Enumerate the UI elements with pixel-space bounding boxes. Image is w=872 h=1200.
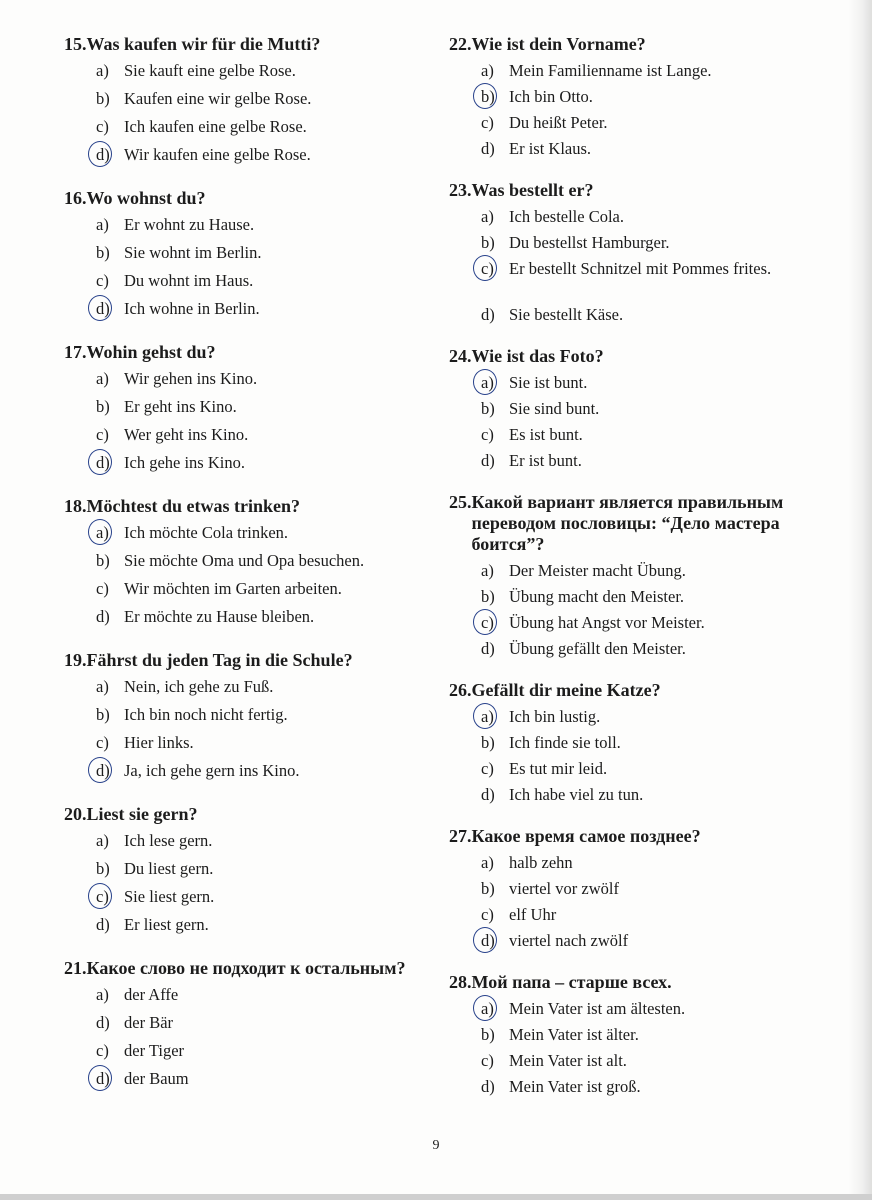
question-26 (449, 680, 819, 811)
answer-option[interactable] (64, 705, 424, 733)
option-text: Ich kaufen eine gelbe Rose. (124, 117, 307, 136)
question-title (64, 496, 424, 517)
option-text: Ich bin Otto. (509, 87, 593, 106)
pen-circle-mark (88, 141, 112, 167)
option-letter: d) (481, 639, 495, 658)
option-letter: d) (96, 915, 110, 934)
option-text: Ich möchte Cola trinken. (124, 523, 289, 542)
option-letter: a) (96, 369, 109, 388)
answer-option[interactable] (64, 299, 424, 327)
pen-circle-mark (88, 449, 112, 475)
question-21 (64, 958, 424, 1097)
answer-option[interactable] (64, 607, 424, 635)
option-letter: c) (96, 579, 109, 598)
question-16 (64, 188, 424, 327)
option-text: Mein Vater ist alt. (509, 1051, 627, 1070)
question-number: 23. (449, 180, 472, 200)
option-text: Hier links. (124, 733, 194, 752)
option-text: Du wohnt im Haus. (124, 271, 254, 290)
option-text: Sie bestellt Käse. (509, 305, 624, 324)
question-title (64, 34, 424, 55)
question-number: 20. (64, 804, 87, 824)
question-text: Какой вариант является правильным переводом пословицы: “Дело мастера боится”? (471, 492, 784, 554)
answer-option[interactable] (449, 785, 819, 811)
option-letter: c) (96, 887, 109, 906)
option-text: Mein Vater ist groß. (509, 1077, 641, 1096)
question-text: Wie ist dein Vorname? (471, 34, 646, 54)
option-text: Mein Vater ist am ältesten. (509, 999, 686, 1018)
answer-option[interactable] (449, 399, 819, 425)
question-text: Какое время самое позднее? (471, 826, 701, 846)
option-text: Ich lese gern. (124, 831, 213, 850)
question-number: 24. (449, 346, 472, 366)
answer-option[interactable] (64, 1013, 424, 1041)
option-letter: a) (481, 999, 494, 1018)
option-letter: b) (481, 733, 495, 752)
option-letter: c) (96, 1041, 109, 1060)
answer-option[interactable] (64, 1041, 424, 1069)
answer-option[interactable] (449, 87, 819, 113)
option-text: Übung macht den Meister. (509, 587, 685, 606)
option-letter: d) (481, 451, 495, 470)
option-text: Der Meister macht Übung. (509, 561, 686, 580)
left-column (64, 34, 424, 1112)
question-20 (64, 804, 424, 943)
answer-option[interactable] (449, 451, 819, 477)
option-text: Er bestellt Schnitzel mit Pommes frites. (509, 259, 772, 278)
question-number: 18. (64, 496, 87, 516)
answer-option[interactable] (64, 425, 424, 453)
option-text: viertel nach zwölf (509, 931, 629, 950)
answer-option[interactable] (449, 233, 819, 259)
option-text: Übung gefällt den Meister. (509, 639, 686, 658)
option-text: der Bär (124, 1013, 174, 1032)
option-letter: d) (481, 1077, 495, 1096)
option-letter: a) (96, 677, 109, 696)
answer-option[interactable] (64, 369, 424, 397)
answer-option[interactable] (64, 761, 424, 789)
question-text: Liest sie gern? (86, 804, 198, 824)
answer-option[interactable] (449, 999, 819, 1025)
answer-option[interactable] (64, 397, 424, 425)
answer-option[interactable] (449, 853, 819, 879)
question-text: Was bestellt er? (471, 180, 594, 200)
answer-option[interactable] (449, 1077, 819, 1103)
question-19 (64, 650, 424, 789)
option-text: Sie kauft eine gelbe Rose. (124, 61, 296, 80)
answer-option[interactable] (64, 243, 424, 271)
page-edge-shadow (848, 0, 872, 1200)
question-text: Möchtest du etwas trinken? (86, 496, 300, 516)
option-letter: a) (481, 561, 494, 580)
question-title (449, 680, 819, 701)
question-text: Wie ist das Foto? (471, 346, 604, 366)
option-text: Er liest gern. (124, 915, 209, 934)
question-title (449, 34, 819, 55)
option-text: Es ist bunt. (509, 425, 583, 444)
question-17 (64, 342, 424, 481)
answer-option[interactable] (449, 561, 819, 587)
option-letter: b) (481, 879, 495, 898)
option-text: der Baum (124, 1069, 189, 1088)
pen-circle-mark (88, 519, 112, 545)
option-text: Ich bin noch nicht fertig. (124, 705, 288, 724)
answer-option[interactable] (64, 145, 424, 173)
option-text: Es tut mir leid. (509, 759, 608, 778)
option-letter: c) (96, 733, 109, 752)
answer-option[interactable] (64, 887, 424, 915)
pen-circle-mark (88, 883, 112, 909)
page-number: 9 (432, 1138, 440, 1153)
option-letter: b) (481, 587, 495, 606)
option-text: Er ist Klaus. (509, 139, 592, 158)
pen-circle-mark (473, 703, 497, 729)
answer-option[interactable] (64, 1069, 424, 1097)
pen-circle-mark (473, 609, 497, 635)
option-text: Du liest gern. (124, 859, 214, 878)
question-title (64, 958, 424, 979)
question-title (64, 804, 424, 825)
option-text: Wir kaufen eine gelbe Rose. (124, 145, 311, 164)
option-text: Ich bin lustig. (509, 707, 601, 726)
answer-option[interactable] (64, 271, 424, 299)
question-title (449, 826, 819, 847)
pen-circle-mark (88, 295, 112, 321)
option-text: elf Uhr (509, 905, 557, 924)
question-number: 16. (64, 188, 87, 208)
option-text: Sie ist bunt. (509, 373, 588, 392)
option-letter: a) (96, 523, 109, 542)
answer-option[interactable] (449, 113, 819, 139)
option-letter: b) (96, 859, 110, 878)
option-letter: b) (481, 1025, 495, 1044)
option-text: der Tiger (124, 1041, 185, 1060)
pen-circle-mark (473, 927, 497, 953)
question-title (64, 342, 424, 363)
answer-option[interactable] (64, 915, 424, 943)
option-letter: d) (96, 453, 110, 472)
question-text: Wohin gehst du? (86, 342, 216, 362)
option-letter: b) (481, 87, 495, 106)
option-letter: a) (96, 61, 109, 80)
option-letter: d) (96, 1069, 110, 1088)
question-15 (64, 34, 424, 173)
option-letter: b) (96, 243, 110, 262)
answer-option[interactable] (449, 587, 819, 613)
option-letter: a) (96, 985, 109, 1004)
option-letter: a) (481, 707, 494, 726)
answer-option[interactable] (449, 613, 819, 639)
option-letter: c) (481, 1051, 494, 1070)
option-letter: c) (481, 113, 494, 132)
question-24 (449, 346, 819, 477)
option-letter: a) (481, 61, 494, 80)
answer-option[interactable] (449, 139, 819, 165)
option-letter: d) (96, 299, 110, 318)
question-title (64, 188, 424, 209)
answer-option[interactable] (449, 905, 819, 931)
answer-option[interactable] (64, 89, 424, 117)
answer-option[interactable] (64, 551, 424, 579)
option-text: Du bestellst Hamburger. (509, 233, 670, 252)
question-28 (449, 972, 819, 1103)
answer-option[interactable] (449, 1051, 819, 1077)
option-text: Sie möchte Oma und Opa besuchen. (124, 551, 365, 570)
answer-option[interactable] (449, 707, 819, 733)
option-text: Sie liest gern. (124, 887, 215, 906)
option-letter: b) (96, 397, 110, 416)
answer-option[interactable] (64, 117, 424, 145)
option-letter: d) (481, 931, 495, 950)
question-number: 22. (449, 34, 472, 54)
option-text: halb zehn (509, 853, 573, 872)
answer-option[interactable] (64, 985, 424, 1013)
answer-option[interactable] (64, 831, 424, 859)
option-letter: a) (96, 215, 109, 234)
question-number: 26. (449, 680, 472, 700)
question-text: Fährst du jeden Tag in die Schule? (86, 650, 353, 670)
question-title (449, 180, 819, 201)
option-letter: d) (96, 607, 110, 626)
pen-circle-mark (473, 83, 497, 109)
option-text: Er möchte zu Hause bleiben. (124, 607, 315, 626)
answer-option[interactable] (449, 425, 819, 451)
pen-circle-mark (88, 757, 112, 783)
question-title (64, 650, 424, 671)
option-text: Du heißt Peter. (509, 113, 608, 132)
option-letter: d) (481, 305, 495, 324)
answer-option[interactable] (449, 305, 819, 331)
question-18 (64, 496, 424, 635)
option-text: Wer geht ins Kino. (124, 425, 249, 444)
option-letter: d) (481, 785, 495, 804)
option-text: Ja, ich gehe gern ins Kino. (124, 761, 300, 780)
option-letter: a) (481, 207, 494, 226)
question-25 (449, 492, 819, 665)
option-letter: c) (96, 117, 109, 136)
option-letter: c) (96, 271, 109, 290)
question-number: 15. (64, 34, 87, 54)
question-number: 17. (64, 342, 87, 362)
option-text: viertel vor zwölf (509, 879, 619, 898)
option-text: Kaufen eine wir gelbe Rose. (124, 89, 312, 108)
pen-circle-mark (88, 1065, 112, 1091)
option-letter: d) (96, 1013, 110, 1032)
option-text: Mein Vater ist älter. (509, 1025, 639, 1044)
option-letter: c) (481, 259, 494, 278)
option-letter: b) (481, 233, 495, 252)
option-text: Mein Familienname ist Lange. (509, 61, 712, 80)
question-title (449, 346, 819, 367)
page-bottom-edge (0, 1194, 872, 1200)
pen-circle-mark (473, 369, 497, 395)
option-text: Er ist bunt. (509, 451, 582, 470)
option-text: Er geht ins Kino. (124, 397, 237, 416)
answer-option[interactable] (449, 733, 819, 759)
option-text: Übung hat Angst vor Meister. (509, 613, 705, 632)
option-letter: c) (481, 613, 494, 632)
answer-option[interactable] (449, 879, 819, 905)
option-text: Ich gehe ins Kino. (124, 453, 245, 472)
answer-option[interactable] (449, 373, 819, 399)
answer-option[interactable] (64, 215, 424, 243)
question-number: 21. (64, 958, 87, 978)
question-title (449, 972, 819, 993)
question-number: 19. (64, 650, 87, 670)
option-text: Sie sind bunt. (509, 399, 600, 418)
question-22 (449, 34, 819, 165)
question-text: Wo wohnst du? (86, 188, 206, 208)
option-letter: d) (96, 761, 110, 780)
option-letter: c) (481, 759, 494, 778)
option-text: Sie wohnt im Berlin. (124, 243, 262, 262)
option-letter: b) (96, 705, 110, 724)
option-letter: c) (481, 425, 494, 444)
option-letter: c) (96, 425, 109, 444)
answer-option[interactable] (64, 677, 424, 705)
option-text: Er wohnt zu Hause. (124, 215, 255, 234)
answer-option[interactable] (64, 61, 424, 89)
option-letter: b) (96, 89, 110, 108)
question-text: Gefällt dir meine Katze? (471, 680, 661, 700)
answer-option[interactable] (449, 759, 819, 785)
answer-option[interactable] (449, 259, 819, 305)
option-letter: a) (481, 853, 494, 872)
question-number: 25. (449, 492, 472, 512)
question-23 (449, 180, 819, 331)
option-text: Wir möchten im Garten arbeiten. (124, 579, 342, 598)
question-text: Мой папа – старше всех. (471, 972, 672, 992)
question-text: Was kaufen wir für die Mutti? (86, 34, 321, 54)
answer-option[interactable] (449, 1025, 819, 1051)
answer-option[interactable] (449, 207, 819, 233)
question-number: 27. (449, 826, 472, 846)
answer-option[interactable] (64, 579, 424, 607)
option-text: Ich habe viel zu tun. (509, 785, 644, 804)
option-text: der Affe (124, 985, 179, 1004)
option-letter: a) (481, 373, 494, 392)
question-text: Какое слово не подходит к остальным? (86, 958, 406, 978)
answer-option[interactable] (64, 523, 424, 551)
answer-option[interactable] (449, 61, 819, 87)
option-text: Ich wohne in Berlin. (124, 299, 260, 318)
option-text: Wir gehen ins Kino. (124, 369, 258, 388)
answer-option[interactable] (449, 931, 819, 957)
option-text: Ich bestelle Cola. (509, 207, 625, 226)
option-letter: b) (96, 551, 110, 570)
option-letter: d) (96, 145, 110, 164)
question-title (449, 492, 819, 555)
answer-option[interactable] (64, 453, 424, 481)
option-text: Nein, ich gehe zu Fuß. (124, 677, 274, 696)
question-number: 28. (449, 972, 472, 992)
answer-option[interactable] (64, 859, 424, 887)
option-letter: c) (481, 905, 494, 924)
option-letter: d) (481, 139, 495, 158)
option-letter: a) (96, 831, 109, 850)
question-27 (449, 826, 819, 957)
option-text: Ich finde sie toll. (509, 733, 621, 752)
option-letter: b) (481, 399, 495, 418)
right-column (449, 34, 819, 1118)
answer-option[interactable] (449, 639, 819, 665)
pen-circle-mark (473, 255, 497, 281)
answer-option[interactable] (64, 733, 424, 761)
pen-circle-mark (473, 995, 497, 1021)
